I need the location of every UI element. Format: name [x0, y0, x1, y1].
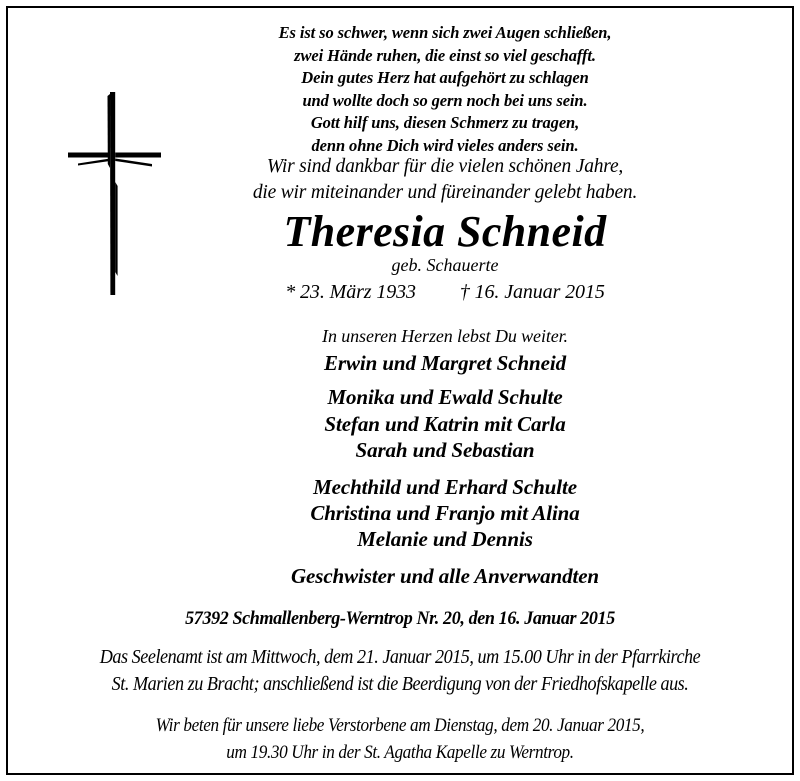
service-block	[43, 645, 757, 698]
life-dates	[180, 279, 710, 306]
mourner-line: Mechthild und Erhard Schulte	[313, 474, 577, 499]
service-line: Das Seelenamt ist am Mittwoch, dem 21. Januar 2015, um 15.00 Uhr in der Pfarrkirche	[99, 647, 701, 668]
birth-date: 23. März 1933	[300, 281, 416, 303]
service-line: St. Marien zu Bracht; anschließend ist die Beerdigung von der Friedhofskapelle aus.	[111, 673, 689, 695]
mourner-line: Christina und Franjo mit Alina	[310, 501, 580, 526]
gratitude-block	[170, 154, 720, 206]
mourners-group	[170, 384, 720, 463]
poem-line: Dein gutes Herz hat aufgehört zu schlagen	[301, 68, 589, 88]
poem-line: denn ohne Dich wird vieles anders sein.	[311, 135, 579, 155]
deceased-name: Theresia Schneid	[283, 207, 607, 256]
death-date: 16. Januar 2015	[474, 281, 605, 303]
mourner-line: Melanie und Dennis	[357, 527, 533, 552]
poem-line: zwei Hände ruhen, die einst so viel geschafft.	[294, 45, 596, 65]
mourner-line: Monika und Ewald Schulte	[327, 385, 563, 410]
prayer-line: um 19.30 Uhr in der St. Agatha Kapelle zu Werntrop.	[226, 742, 574, 763]
death-symbol: †	[459, 281, 470, 303]
gratitude-line: die wir miteinander und füreinander gelebt haben.	[252, 182, 638, 203]
mourners-block	[170, 350, 720, 589]
poem-block	[190, 22, 700, 158]
prayer-block	[43, 713, 757, 766]
mourners-group	[170, 350, 720, 376]
maiden-name: geb. Schauerte	[391, 255, 499, 275]
mourner-line: Geschwister und alle Anverwandten	[290, 563, 600, 588]
poem-line: Gott hilf uns, diesen Schmerz zu tragen,	[310, 113, 580, 133]
gratitude-line: Wir sind dankbar für die vielen schönen Jahre,	[266, 156, 624, 177]
mourners-group	[170, 563, 720, 589]
prayer-line: Wir beten für unsere liebe Verstorbene am Dienstag, dem 20. Januar 2015,	[155, 716, 645, 736]
birth-symbol: *	[285, 281, 296, 303]
memory-line: In unseren Herzen lebst Du weiter.	[322, 326, 568, 346]
mourner-line: Sarah und Sebastian	[355, 438, 535, 463]
poem-line: und wollte doch so gern noch bei uns sein.	[302, 90, 588, 110]
mourner-line: Stefan und Katrin mit Carla	[324, 411, 566, 436]
mourners-group	[170, 474, 720, 553]
mourner-line: Erwin und Margret Schneid	[324, 351, 566, 375]
address-line: 57392 Schmallenberg-Werntrop Nr. 20, den 16. Januar 2015	[185, 608, 615, 629]
cross-icon	[60, 90, 170, 300]
poem-line: Es ist so schwer, wenn sich zwei Augen schließen,	[278, 23, 612, 42]
